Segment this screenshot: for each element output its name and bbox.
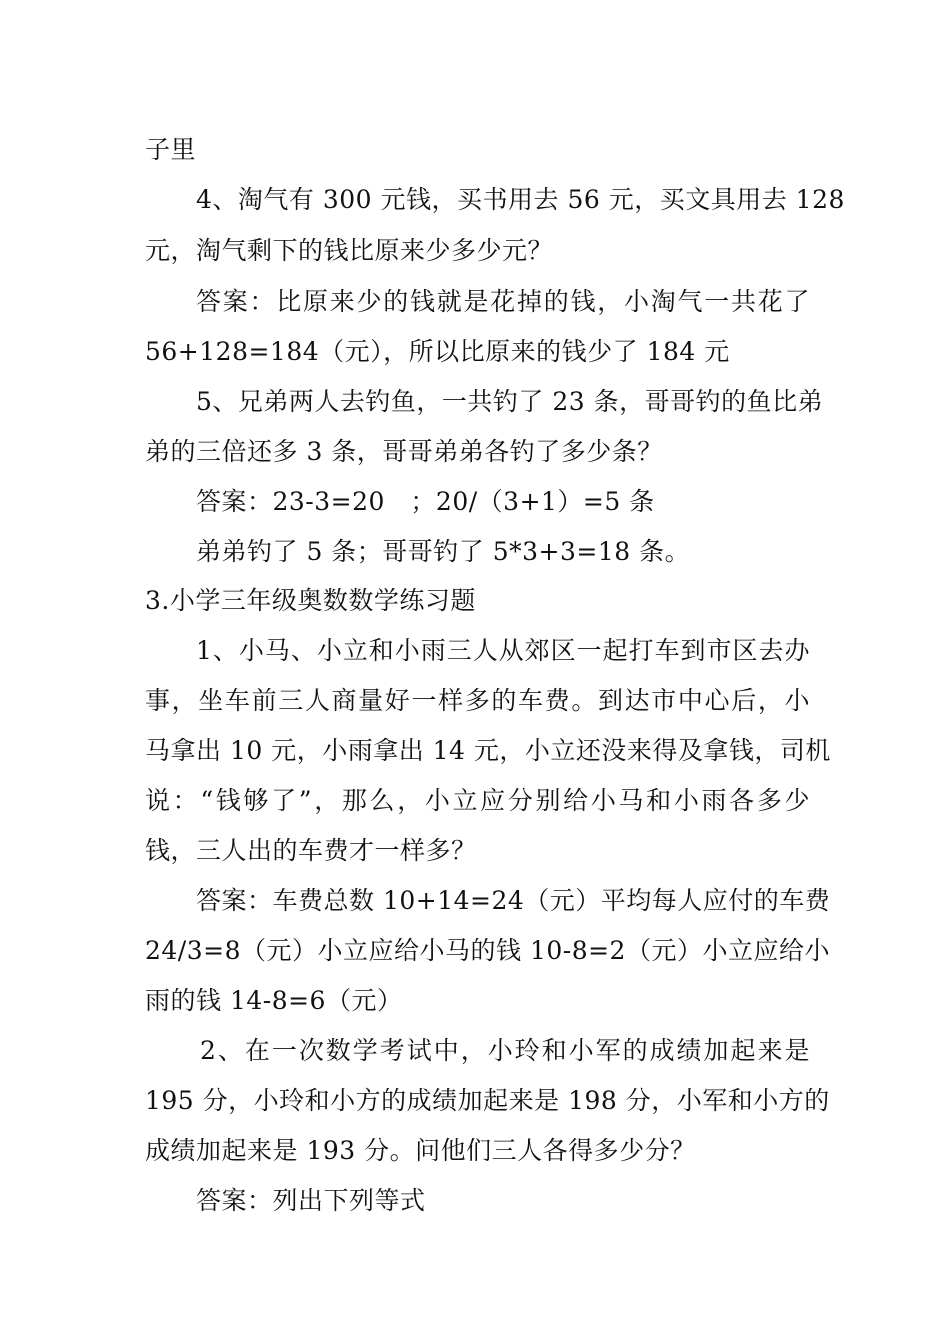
question-4-line-1: 4、淘气有 300 元钱，买书用去 56 元，买文具用去 128	[196, 185, 845, 214]
question-5-line-1: 5、兄弟两人去钓鱼，一共钓了 23 条，哥哥钓的鱼比弟	[196, 387, 824, 416]
answer-1-line-1: 答案：车费总数 10+14=24（元）平均每人应付的车费	[196, 886, 831, 915]
question-2-line-1: 2、在一次数学考试中，小玲和小军的成绩加起来是	[200, 1036, 810, 1065]
section-heading: 3.小学三年级奥数数学练习题	[145, 586, 476, 615]
question-1-line-5: 钱，三人出的车费才一样多？	[145, 836, 477, 865]
answer-4-line-2: 56+128=184（元），所以比原来的钱少了 184 元	[145, 337, 730, 366]
question-1-line-4: 说：“钱够了”，那么，小立应分别给小马和小雨各多少	[145, 786, 810, 815]
question-1-line-3: 马拿出 10 元，小雨拿出 14 元，小立还没来得及拿钱，司机	[145, 736, 831, 765]
answer-5-line-2: 弟弟钓了 5 条；哥哥钓了 5*3+3=18 条。	[196, 537, 691, 566]
question-2-line-2: 195 分，小玲和小方的成绩加起来是 198 分，小军和小方的	[145, 1086, 830, 1115]
question-1-line-1: 1、小马、小立和小雨三人从郊区一起打车到市区去办	[196, 636, 810, 665]
answer-5-line-1: 答案：23-3=20 ；20/（3+1）=5 条	[196, 487, 655, 516]
question-2-line-3: 成绩加起来是 193 分。问他们三人各得多少分？	[145, 1136, 696, 1165]
answer-4-line-1: 答案：比原来少的钱就是花掉的钱，小淘气一共花了	[196, 287, 810, 316]
question-1-line-2: 事，坐车前三人商量好一样多的车费。到达市中心后，小	[145, 686, 810, 715]
question-4-line-2: 元，淘气剩下的钱比原来少多少元？	[145, 236, 554, 265]
answer-1-line-2: 24/3=8（元）小立应给小马的钱 10-8=2（元）小立应给小	[145, 936, 830, 965]
question-5-line-2: 弟的三倍还多 3 条，哥哥弟弟各钓了多少条？	[145, 437, 663, 466]
text-line: 子里	[145, 135, 197, 164]
answer-1-line-3: 雨的钱 14-8=6（元）	[145, 986, 403, 1015]
answer-2-line-1: 答案：列出下列等式	[196, 1186, 426, 1215]
